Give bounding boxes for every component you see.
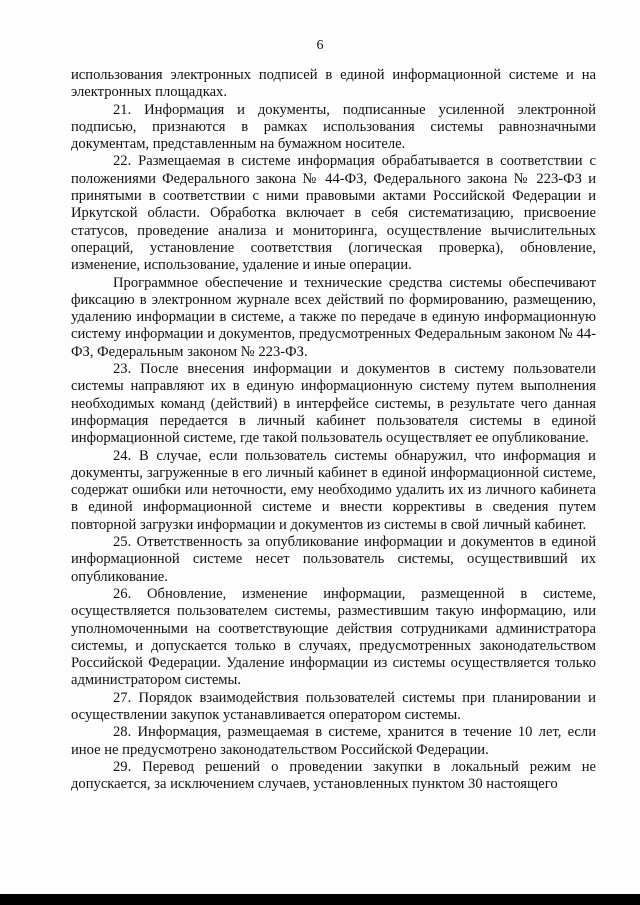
- paragraph-28: 28. Информация, размещаемая в системе, хранится в течение 10 лет, если иное не предусмотрено законодательством Российской Федерации.: [71, 724, 596, 758]
- paragraph-29: 29. Перевод решений о проведении закупки в локальный режим не допускается, за исключением случаев, установленных пунктом 30 настоящего: [71, 758, 596, 793]
- scan-bottom-edge: [0, 894, 640, 905]
- page-number: 6: [316, 38, 324, 53]
- paragraph-27: 27. Порядок взаимодействия пользователей системы при планировании и осуществлении закупок устанавливается оператором системы.: [71, 689, 596, 723]
- paragraph-23: 23. После внесения информации и документов в систему пользователи системы направляют их в единую информационную систему путем выполнения необходимых команд (действий) в интерфейсе системы, в результате чего данная информация передается в личный кабинет пользователя системы в единой информационной системе, где такой пользователь осуществляет ее опубликование.: [71, 361, 596, 447]
- paragraph-continuation: использования электронных подписей в единой информационной системе и на электронных площадках.: [71, 67, 596, 101]
- paragraph-24: 24. В случае, если пользователь системы обнаружил, что информация и документы, загруженные в его личный кабинет в единой информационной системе, содержат ошибки или неточности, ему необходимо удалить их из личного кабинета в единой информационной системе и внести коррективы в сведения путем повторной загрузки информации и документов из системы в свой личный кабинет.: [71, 447, 596, 533]
- paragraph-22: 22. Размещаемая в системе информация обрабатывается в соответствии с положениями Федерального закона № 44-ФЗ, Федерального закона № 223-ФЗ и принятыми в соответствии с ними правовыми актами Российской Федерации и Иркутской области. Обработка включает в себя систематизацию, присвоение статусов, проведение анализа и мониторинга, осуществление вычислительных операций, установление соответствия (логическая проверка), обновление, изменение, использование, удаление и иные операции.: [71, 153, 596, 274]
- document-body: [71, 67, 596, 793]
- paragraph-21: 21. Информация и документы, подписанные усиленной электронной подписью, признаются в рамках использования системы равнозначными документам, представленным на бумажном носителе.: [71, 101, 596, 153]
- paragraph-22-software: Программное обеспечение и технические средства системы обеспечивают фиксацию в электронном журнале всех действий по формированию, размещению, удалению информации в системе, а также по передаче в единую информационную систему информации и документов, предусмотренных Федеральным законом № 44-ФЗ, Федеральным законом № 223-ФЗ.: [71, 274, 596, 360]
- paragraph-25: 25. Ответственность за опубликование информации и документов в единой информационной системе несет пользователь системы, осуществивший их опубликование.: [71, 534, 596, 585]
- paragraph-26: 26. Обновление, изменение информации, размещенной в системе, осуществляется пользователем системы, разместившим такую информацию, или уполномоченными на соответствующие действия сотрудниками администратора системы, и допускается только в случаях, предусмотренных законодательством Российской Федерации. Удаление информации из системы осуществляется только администратором системы.: [71, 585, 596, 689]
